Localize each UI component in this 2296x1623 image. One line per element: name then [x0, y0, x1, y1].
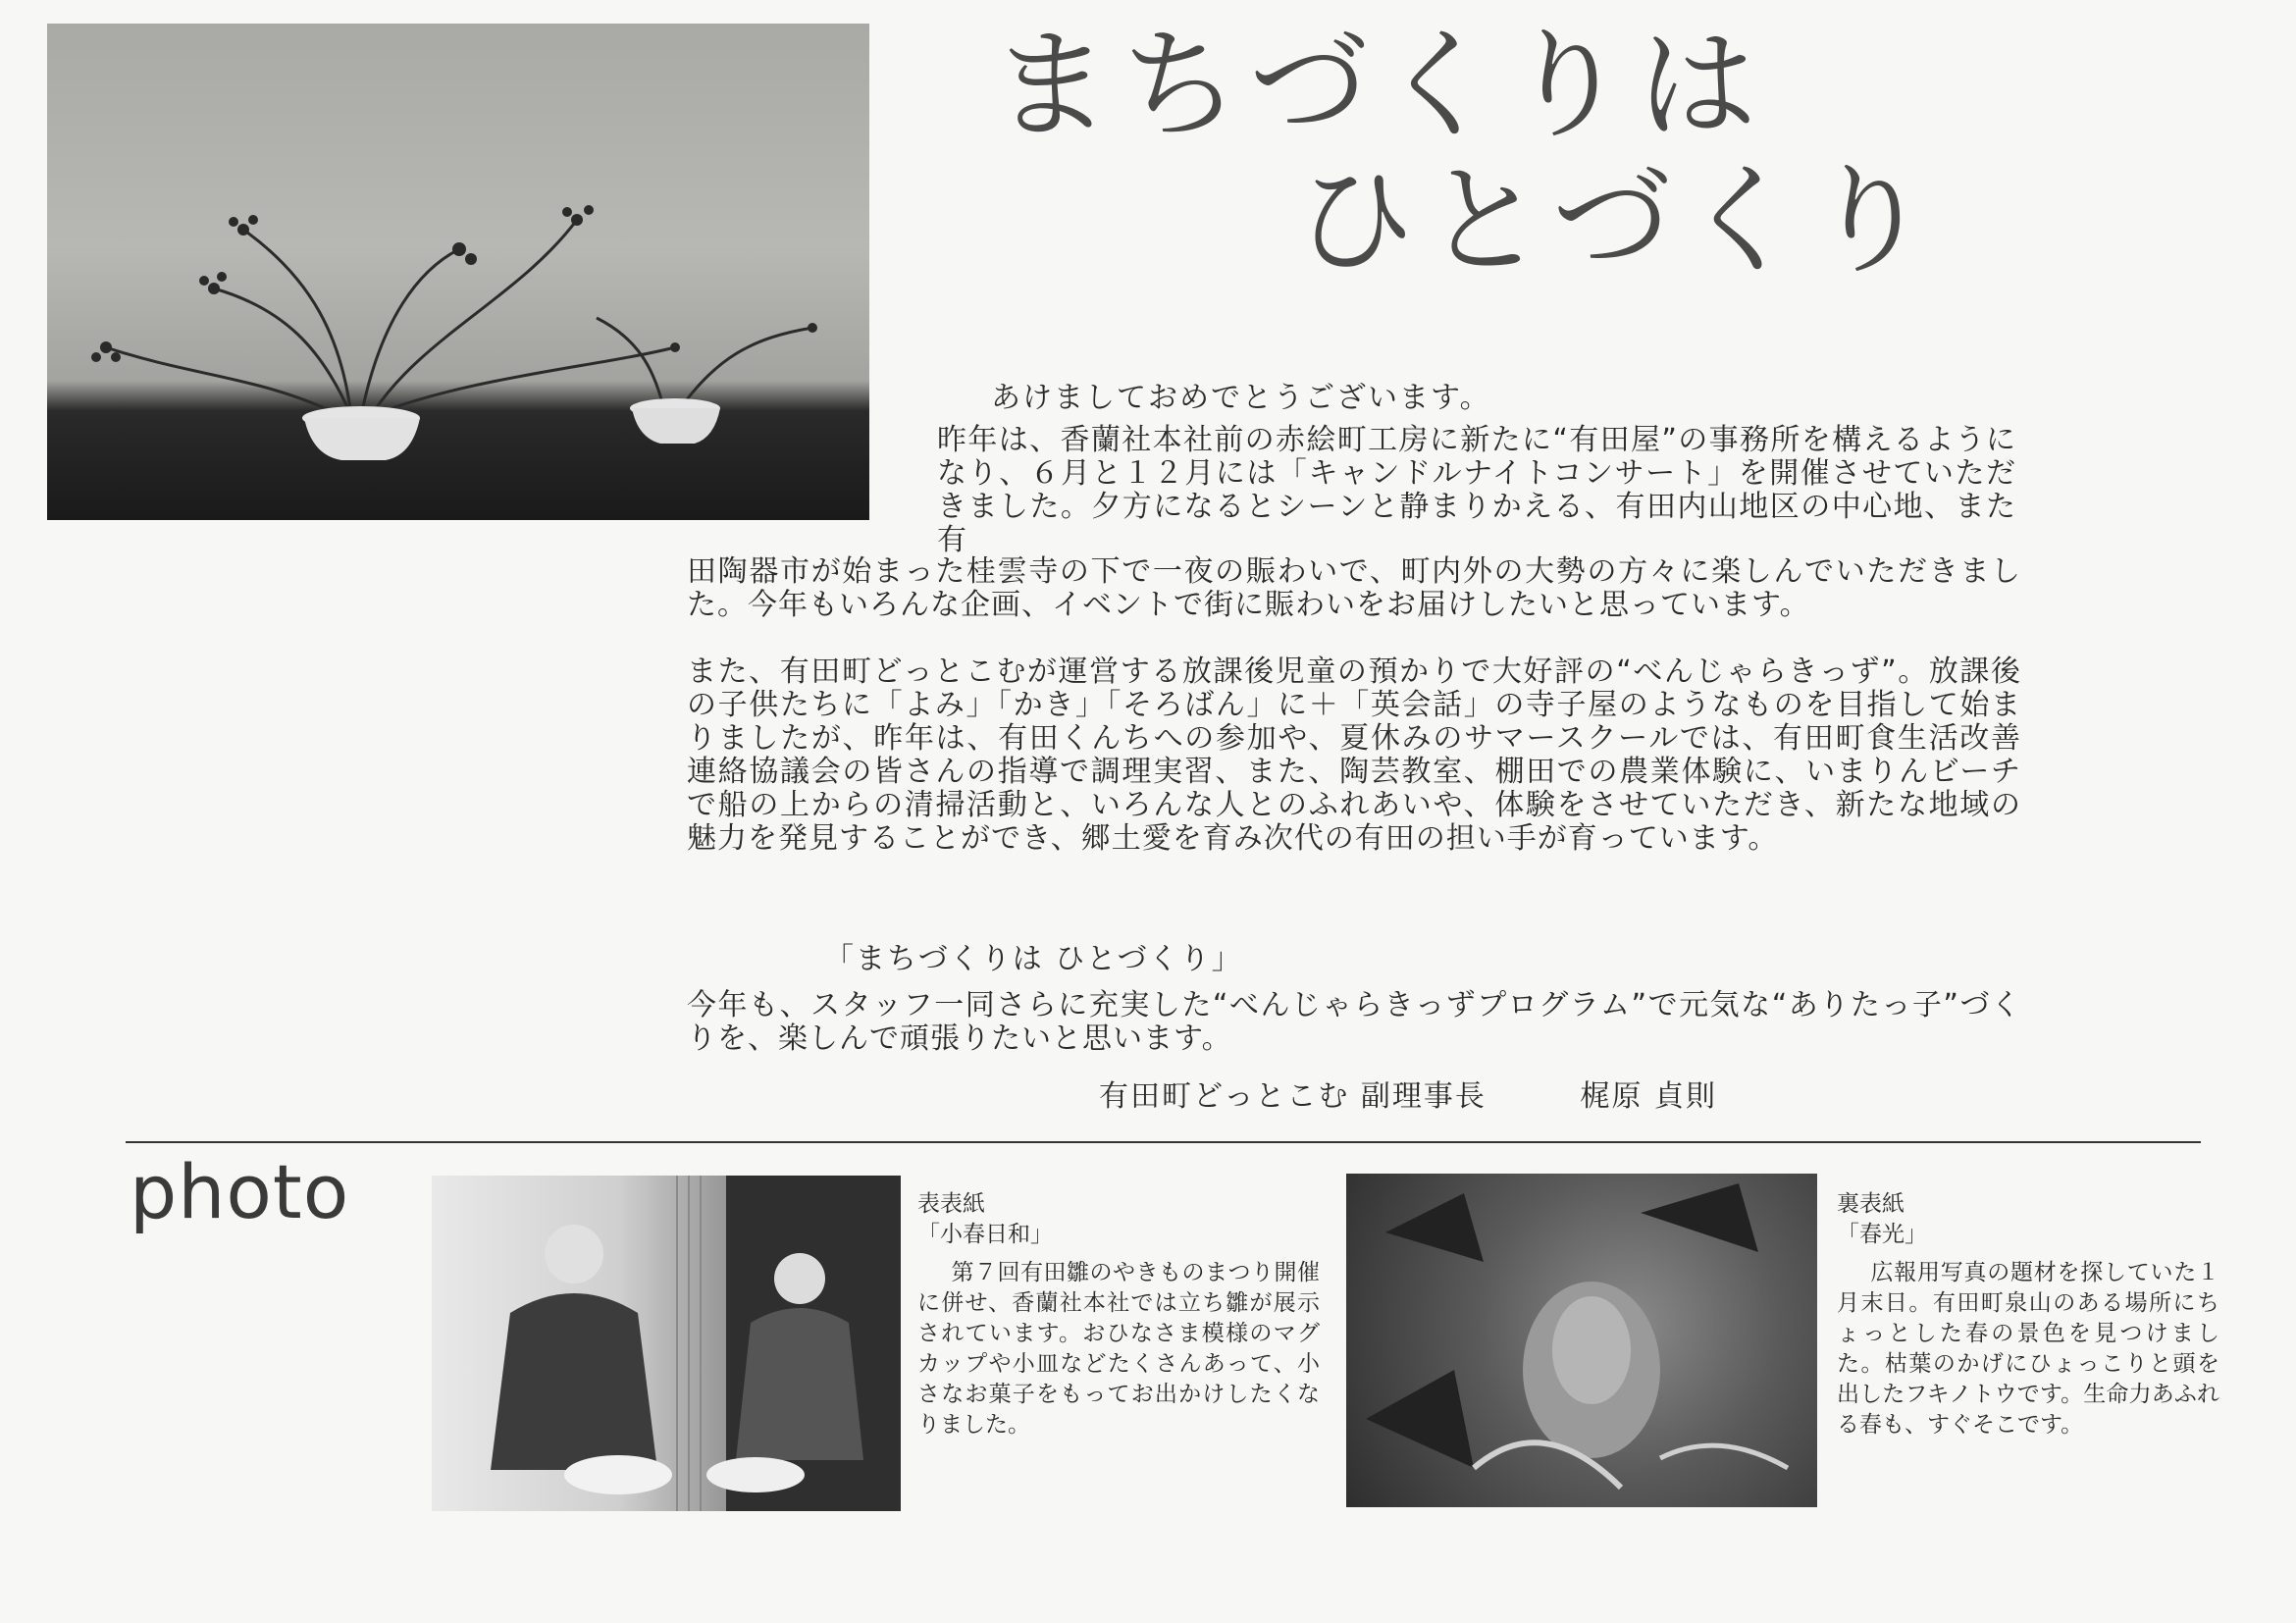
title-line-1: まちづくりは — [991, 16, 1767, 155]
back-cover-caption — [1837, 1189, 2219, 1440]
signature — [1099, 1072, 1717, 1115]
signature-name: 梶原 貞則 — [1580, 1079, 1718, 1114]
front-cover-caption — [917, 1189, 1320, 1440]
page-title — [971, 18, 2198, 288]
paragraph-1b: 田陶器市が始まった桂雲寺の下で一夜の賑わいで、町内外の大勢の方々に楽しんでいただきました。今年もいろんな企画、イベントで街に賑わいをお届けしたいと思っています。 — [687, 554, 2021, 622]
front-cover-heading: 表表紙 — [917, 1191, 985, 1217]
back-cover-title: 「春光」 — [1837, 1222, 1927, 1247]
front-cover-title: 「小春日和」 — [917, 1222, 1053, 1247]
section-divider — [126, 1141, 2201, 1143]
greeting: あけましておめでとうございます。 — [991, 381, 1491, 415]
back-cover-text: 広報用写真の題材を探していた１月末日。有田町泉山のある場所にちょっとした春の景色を見つけました。枯葉のかげにひょっこりと頭を出したフキノトウです。生命力あふれる春も、すぐそこです。 — [1837, 1260, 2219, 1438]
paragraph-3: 今年も、スタッフ一同さらに充実した“べんじゃらきっずプログラム”で元気な“ありたっ子”づくりを、楽しんで頑張りたいと思います。 — [687, 988, 2021, 1056]
ikebana-photo — [47, 24, 869, 520]
front-cover-text: 第７回有田雛のやきものまつり開催に併せ、香蘭社本社では立ち雛が展示されています。おひなさま模様のマグカップや小皿などたくさんあって、小さなお菓子をもってお出かけしたくなりました。 — [917, 1260, 1320, 1438]
signature-org: 有田町どっとこむ 副理事長 — [1099, 1079, 1487, 1114]
photo-section-label: photo — [130, 1148, 350, 1235]
paragraph-1a: 昨年は、香蘭社本社前の赤絵町工房に新たに“有田屋”の事務所を構えるようになり、６月と１２月には「キャンドルナイトコンサート」を開催させていただきました。夕方になるとシーンと静まりかえる、有田内山地区の中心地、また有 — [937, 423, 2016, 557]
paragraph-2: また、有田町どっとこむが運営する放課後児童の預かりで大好評の“べんじゃらきっず”。放課後の子供たちに「よみ」「かき」「そろばん」に＋「英会話」の寺子屋のようなものを目指して始まりましたが、昨年は、有田くんちへの参加や、夏休みのサマースクールでは、有田町食生活改善連絡協議会の皆さんの指導で調理実習、また、陶芸教室、棚田での農業体験に、いまりんビーチで船の上からの清掃活動と、いろんな人とのふれあいや、体験をさせていただき、新たな地域の魅力を発見することができ、郷土愛を育み次代の有田の担い手が育っています。 — [687, 654, 2021, 856]
back-cover-heading: 裏表紙 — [1837, 1191, 1905, 1217]
title-line-2: ひとづくり — [1295, 151, 1941, 290]
back-cover-photo — [1346, 1174, 1817, 1507]
front-cover-photo — [432, 1176, 901, 1511]
slogan: 「まちづくりは ひとづくり」 — [824, 942, 1243, 976]
